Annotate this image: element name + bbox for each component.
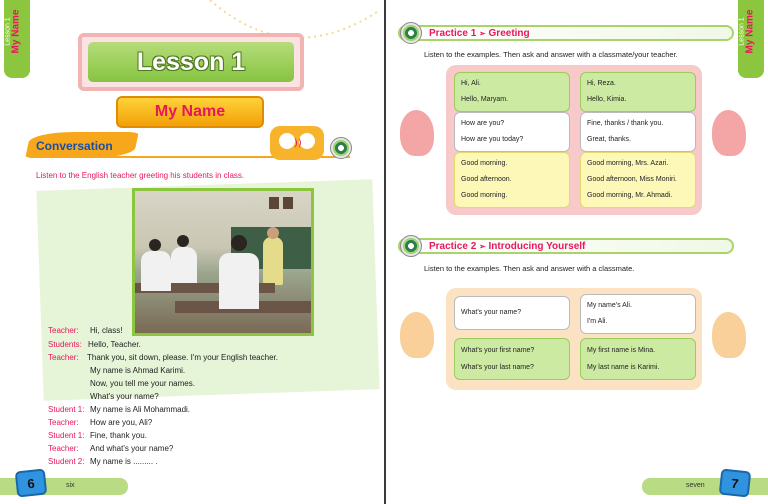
head-silhouette-left (400, 110, 434, 156)
bubble-line: Hello, Maryam. (461, 96, 509, 103)
practice2-title (429, 241, 585, 252)
section-label-conversation: Conversation (36, 139, 113, 153)
right-page (386, 0, 768, 504)
audio-cd-icon[interactable] (400, 235, 422, 257)
side-tab-lesson: Lesson 1 (738, 17, 746, 46)
speech-bubble (454, 152, 570, 208)
dialogue-speaker: Student 2: (48, 457, 85, 466)
side-tab-title: My Name (10, 9, 22, 54)
speech-bubble (580, 72, 696, 112)
dialogue-text: My name is ......... . (90, 457, 158, 466)
dialogue-speaker: Teacher: (48, 353, 79, 362)
speech-bubble (580, 152, 696, 208)
bubble-line: Good morning. (461, 160, 508, 167)
dialogue-speaker: Student 1: (48, 431, 85, 440)
dialogue-speaker: Teacher: (48, 326, 79, 335)
bubble-line: My first name is Mina. (587, 347, 656, 354)
practice2-topic: Introducing Yourself (488, 241, 586, 252)
bubble-line: Good afternoon, Miss Moniri. (587, 176, 677, 183)
page-number: 7 (719, 469, 752, 498)
bubble-line: Great, thanks. (587, 136, 631, 143)
bubble-line: How are you today? (461, 136, 524, 143)
dialogue-text: And what's your name? (90, 444, 174, 453)
bubble-line: What's your name? (461, 309, 522, 316)
side-tab (738, 0, 764, 78)
page-word: six (66, 482, 75, 489)
dialogue-text: Thank you, sit down, please. I'm your English teacher. (87, 353, 278, 362)
practice1-instruction: Listen to the examples. Then ask and answer with a classmate/your teacher. (424, 50, 678, 59)
dialogue-text: Hello, Teacher. (88, 340, 141, 349)
dialogue-text: My name is Ahmad Karimi. (90, 366, 186, 375)
bubble-line: My last name is Karimi. (587, 364, 660, 371)
bubble-line: What's your first name? (461, 347, 535, 354)
head-silhouette-left (400, 312, 434, 358)
bubble-line: Hi, Reza. (587, 80, 616, 87)
speech-bubble (454, 296, 570, 330)
bubble-line: Fine, thanks / thank you. (587, 120, 664, 127)
arrow-icon: ➢ (479, 29, 486, 38)
classroom-photo (132, 188, 314, 336)
page-word: seven (686, 482, 705, 489)
practice1-topic: Greeting (488, 28, 530, 39)
speech-bubble (580, 294, 696, 334)
subtitle: My Name (154, 103, 226, 120)
bubble-line: My name's Ali. (587, 302, 632, 309)
speech-bubble (454, 112, 570, 152)
dialogue-text: Fine, thank you. (90, 431, 147, 440)
bubble-line: Hi, Ali. (461, 80, 481, 87)
subtitle-banner (116, 96, 264, 128)
bubble-line: Good morning, Mrs. Azari. (587, 160, 669, 167)
dialogue-text: What's your name? (90, 392, 159, 401)
practice2-label: Practice 2 (429, 241, 477, 252)
svg-text:)): )) (294, 138, 302, 149)
practice1-label: Practice 1 (429, 28, 477, 39)
dialogue-speaker: Teacher: (48, 444, 79, 453)
practice1-title (429, 28, 530, 39)
dialogue-speaker: Teacher: (48, 418, 79, 427)
audio-cd-icon[interactable] (400, 22, 422, 44)
speech-bubble (580, 338, 696, 380)
side-tab-title: My Name (744, 9, 756, 54)
side-tab-lesson: Lesson 1 (4, 17, 12, 46)
lesson-title: Lesson 1 (136, 47, 246, 76)
dialogue-text: Hi, class! (90, 326, 123, 335)
speech-bubble (580, 112, 696, 152)
dialogue-text: Now, you tell me your names. (90, 379, 195, 388)
conversation-instruction: Listen to the English teacher greeting his students in class. (36, 171, 245, 180)
bubble-line: What's your last name? (461, 364, 534, 371)
arrow-icon: ➢ (479, 242, 486, 251)
bubble-line: Hello, Kimia. (587, 96, 627, 103)
lesson-title-banner (78, 33, 304, 91)
speech-bubble (454, 338, 570, 380)
head-silhouette-right (712, 312, 746, 358)
dialogue-text: My name is Ali Mohammadi. (90, 405, 191, 414)
talking-heads-icon (270, 126, 324, 160)
dialogue-text: How are you, Ali? (90, 418, 153, 427)
page-number: 6 (15, 469, 48, 498)
dialogue-speaker: Students: (48, 340, 82, 349)
bubble-line: Good morning, Mr. Ahmadi. (587, 192, 673, 199)
practice2-instruction: Listen to the examples. Then ask and answer with a classmate. (424, 264, 635, 273)
head-silhouette-right (712, 110, 746, 156)
audio-cd-icon[interactable] (330, 137, 352, 159)
dialogue-speaker: Student 1: (48, 405, 85, 414)
bubble-line: Good afternoon. (461, 176, 512, 183)
bubble-line: How are you? (461, 120, 505, 127)
bubble-line: Good morning. (461, 192, 508, 199)
speech-bubble (454, 72, 570, 112)
bubble-line: I'm Ali. (587, 318, 608, 325)
side-tab (4, 0, 30, 78)
